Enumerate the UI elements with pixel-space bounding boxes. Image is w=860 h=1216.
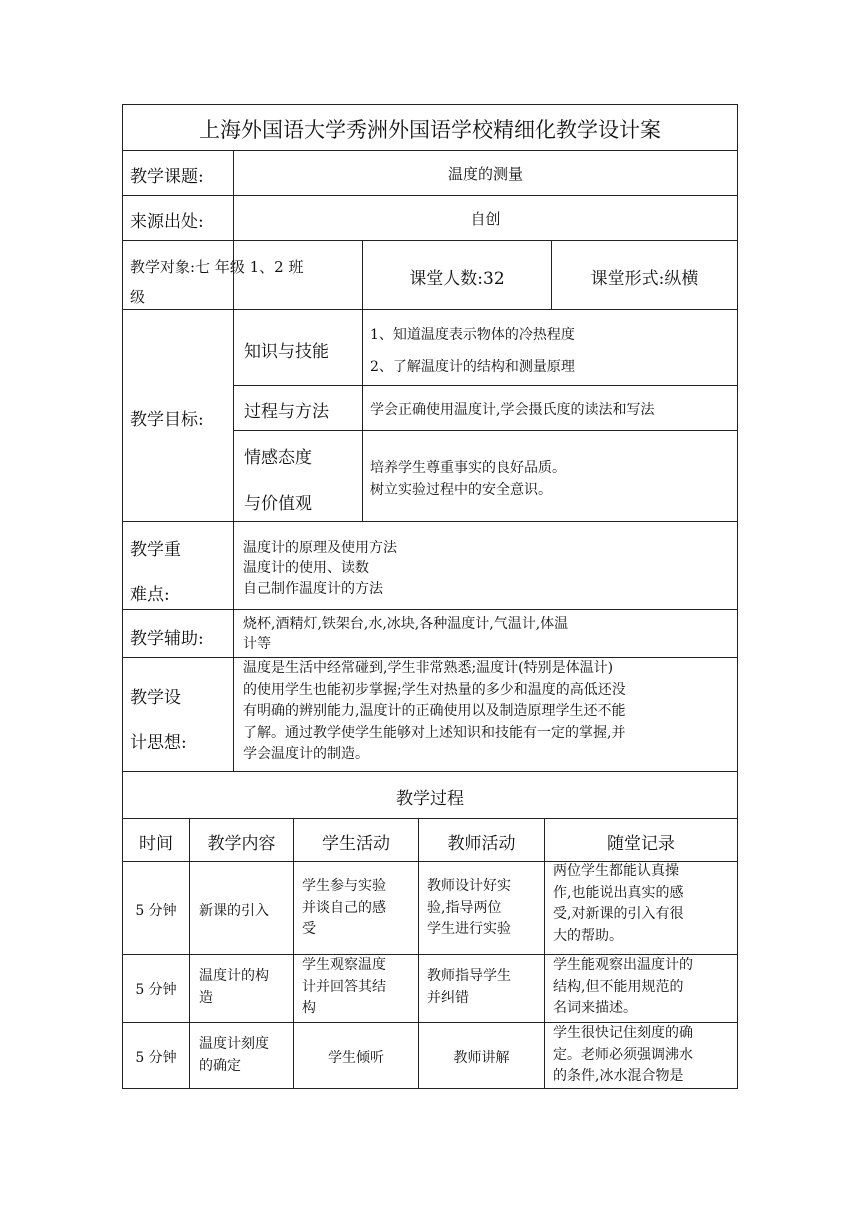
row-line [122,609,738,610]
topic-value: 温度的测量 [447,165,523,183]
header-record: 随堂记录 [607,834,675,854]
process-title: 教学过程 [396,789,464,809]
cell-line: 学生能观察出温度计的 [553,957,693,973]
row-line [122,240,738,241]
goal-attitude-item: 树立实验过程中的安全意识。 [370,482,552,498]
row3-teacher: 教师讲解 [453,1050,510,1066]
audience-label: 教学对象:七 年级 1、2 班 [130,258,304,276]
cell-line: 两位学生都能认真操 [553,863,679,879]
row-line [233,430,738,431]
header-time: 时间 [139,834,173,854]
cell-line: 学生观察温度 [302,957,386,973]
cell-line: 造 [199,989,213,1006]
cell-line: 验,指导两位 [427,899,502,916]
design-text [243,658,731,766]
source-value: 自创 [470,210,501,228]
row-line [122,818,738,819]
row2-record [553,955,731,1020]
table-border-right [737,104,738,1089]
row-line [122,309,738,310]
row2-content [199,966,289,1009]
design-line: 学会温度计的制造。 [243,746,369,762]
source-label: 来源出处: [130,212,204,232]
topic-label: 教学课题: [130,167,204,187]
design-line: 有明确的辨别能力,温度计的正确使用以及制造原理学生还不能 [243,703,626,719]
design-line: 温度是生活中经常碰到,学生非常熟悉;温度计(特别是体温计) [243,660,614,676]
row3-record [553,1023,731,1088]
table-border-left [122,104,123,1089]
aids-label: 教学辅助: [130,629,204,649]
row1-time: 5 分钟 [135,903,177,919]
cell-line: 温度计的构 [199,968,269,984]
keypoints-label: 教学重 [130,540,181,560]
page-title: 上海外国语大学秀洲外国语学校精细化教学设计案 [199,118,661,142]
col-line [362,309,363,521]
row2-student [302,955,414,1020]
row1-content: 新课的引入 [199,903,269,919]
cell-line: 教师设计好实 [427,878,511,894]
header-student: 学生活动 [322,834,390,854]
row1-student [302,876,414,941]
goal-attitude-label-cont: 与价值观 [244,494,312,514]
class-size: 课堂人数:32 [409,269,505,289]
row3-time: 5 分钟 [135,1050,177,1066]
design-label-cont: 计思想: [130,733,187,753]
cell-line: 并谈自己的感 [302,899,386,916]
cell-line: 受,对新课的引入有很 [553,906,684,922]
col-line [189,818,190,1088]
cell-line: 定。老师必须强调沸水 [553,1046,693,1063]
aids-text [243,614,731,652]
goal-process-text: 学会正确使用温度计,学会摄氏度的读法和写法 [370,402,655,418]
row-line [122,104,738,105]
cell-line: 学生参与实验 [302,878,386,894]
cell-line: 大的帮助。 [553,927,623,944]
header-content: 教学内容 [207,834,276,854]
row-line [122,195,738,196]
design-line: 了解。通过教学使学生能够对上述知识和技能有一定的掌握,并 [243,724,626,741]
keypoint-item: 自己制作温度计的方法 [243,581,383,597]
cell-line: 学生进行实验 [427,921,511,937]
cell-line: 教师指导学生 [427,968,511,984]
row1-teacher [427,876,539,941]
header-teacher: 教师活动 [447,834,516,854]
design-line: 的使用学生也能初步掌握;学生对热量的多少和温度的高低还没 [243,681,626,698]
keypoints-label-cont: 难点: [130,585,170,605]
goal-knowledge-item: 1、知道温度表示物体的冷热程度 [370,327,575,343]
keypoint-item: 温度计的使用、读数 [243,560,369,576]
row-line [122,521,738,522]
col-line [544,818,545,1088]
row-line [233,385,738,386]
cell-line: 作,也能说出真实的感 [553,884,684,901]
goal-process-label: 过程与方法 [244,402,329,422]
row1-record [553,861,731,947]
cell-line: 结构,但不能用规范的 [553,978,684,995]
row-line [122,150,738,151]
aids-line: 计等 [243,635,271,652]
row3-content [199,1034,289,1077]
cell-line: 并纠错 [427,989,469,1006]
audience-label-cont: 级 [130,288,146,306]
row3-student: 学生倾听 [328,1050,384,1066]
row-line [122,771,738,772]
cell-line: 名词来描述。 [553,1000,637,1016]
cell-line: 受 [302,921,316,937]
keypoint-item: 温度计的原理及使用方法 [243,540,397,556]
design-label: 教学设 [130,688,181,708]
goal-attitude-item: 培养学生尊重事实的良好品质。 [370,460,566,476]
cell-line: 的确定 [199,1057,241,1074]
row-line [122,1088,738,1089]
cell-line: 温度计刻度 [199,1036,269,1052]
cell-line: 学生很快记住刻度的确 [553,1025,693,1041]
goal-attitude-label: 情感态度 [244,448,312,468]
row2-time: 5 分钟 [135,982,177,998]
aids-line: 烧杯,酒精灯,铁架台,水,冰块,各种温度计,气温计,体温 [243,616,569,632]
row2-teacher [427,966,539,1009]
goal-knowledge-item: 2、了解温度计的结构和测量原理 [370,359,575,375]
goals-label: 教学目标: [130,410,204,430]
goal-knowledge-label: 知识与技能 [244,342,329,362]
cell-line: 计并回答其结 [302,978,386,995]
cell-line: 的条件,冰水混合物是 [553,1068,684,1084]
class-form: 课堂形式:纵横 [590,269,699,289]
cell-line: 构 [302,1000,316,1016]
col-line [233,150,234,771]
